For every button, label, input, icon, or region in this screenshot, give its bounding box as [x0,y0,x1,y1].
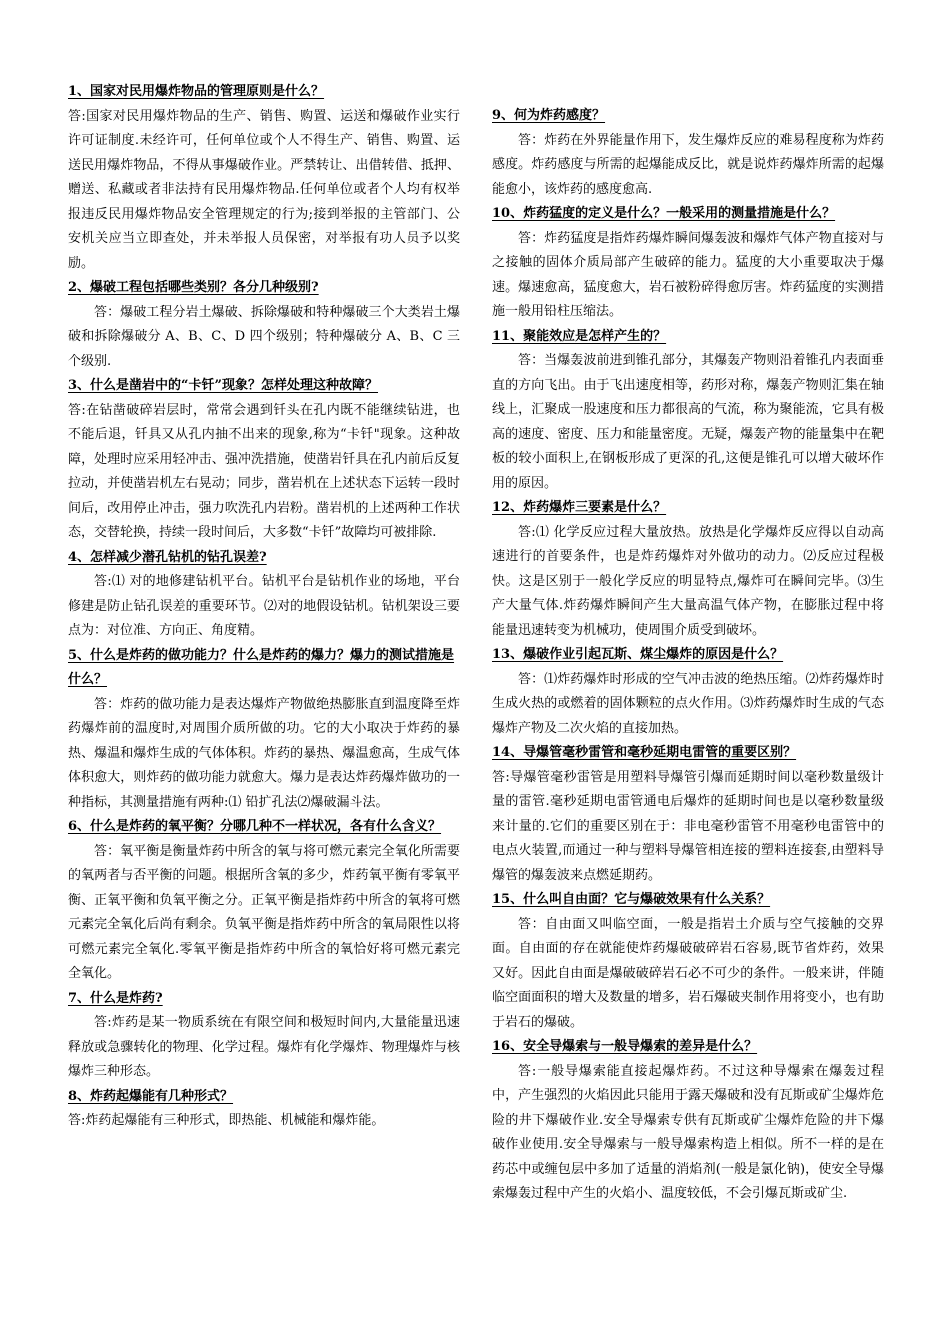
answer-text: 答：爆破工程分岩土爆破、拆除爆破和特种爆破三个大类岩土爆破和拆除爆破分 A、B、C、D 四个级别；特种爆破分 A、B、C 三个级别. [68,304,460,369]
question-heading: 2、爆破工程包括哪些类别？各分几种级别? [68,280,319,295]
qa-item [492,643,884,741]
question-heading: 6、什么是炸药的氧平衡？分哪几种不一样状况，各有什么含义？ [68,819,442,834]
answer-text: 答:炸药起爆能有三种形式，即热能、机械能和爆炸能。 [68,1113,385,1128]
question-heading: 14、导爆管毫秒雷管和毫秒延期电雷管的重要区别？ [492,745,797,760]
answer-text: 答:⑴ 对的地修建钻机平台。钻机平台是钻机作业的场地，平台修建是防止钻孔误差的重要环节。⑵对的地假设钻机。钻机架设三要点为：对位准、方向正、角度精。 [68,574,460,638]
answer-text: 答：炸药的做功能力是表达爆炸产物做绝热膨胀直到温度降至炸药爆炸前的温度时,对周围介质所做的功。它的大小取决于炸药的暴热、爆温和爆炸生成的气体体积。炸药的暴热、爆温愈高，生成气体体积愈大，则炸药的做功能力就愈大。爆力是表达炸药爆炸做功的一种指标，其测量措施有两种:⑴ 铅扩孔法⑵爆破漏斗法。 [68,696,460,810]
qa-item [68,546,460,644]
question-heading: 10、炸药猛度的定义是什么？一般采用的测量措施是什么？ [492,206,836,221]
qa-item [68,815,460,987]
qa-item [68,276,460,374]
answer-text: 答：自由面又叫临空面，一般是指岩土介质与空气接触的交界面。自由面的存在就能使炸药爆破破碎岩石容易,既节省炸药，效果又好。因此自由面是爆破破碎岩石必不可少的条件。一般来讲，伴随临空面面积的增大及数量的增多，岩石爆破夹制作用将变小，也有助于岩石的爆破。 [492,916,884,1030]
question-heading: 7、什么是炸药? [68,990,163,1006]
qa-item [492,202,884,325]
qa-item [68,987,460,1085]
qa-item [492,741,884,888]
qa-item [492,888,884,1035]
answer-text: 答：氧平衡是衡量炸药中所含的氧与将可燃元素完全氧化所需要的氧两者与否平衡的问题。根据所含氧的多少，炸药氧平衡有零氧平衡、正氧平衡和负氧平衡之分。正氧平衡是指炸药中所含的氧将可燃元素完全氧化后尚有剩余。负氧平衡是指炸药中所含的氧局限性以将可燃元素完全氧化.零氧平衡是指炸药中所含的氧恰好将可燃元素完全氧化。 [68,843,460,981]
right-column [492,104,884,1207]
answer-text: 答：炸药在外界能量作用下，发生爆炸反应的难易程度称为炸药感度。炸药感度与所需的起爆能成反比，就是说炸药爆炸所需的起爆能愈小，该炸药的感度愈高. [492,132,884,197]
answer-text: 答：当爆轰波前进到锥孔部分，其爆轰产物则沿着锥孔内表面垂直的方向飞出。由于飞出速度相等，药形对称，爆轰产物则汇集在轴线上，汇聚成一股速度和压力都很高的气流，称为聚能流，它具有极高的速度、密度、压力和能量密度。无疑，爆轰产物的能量集中在靶板的较小面积上,在钢板形成了更深的孔,这便是锥孔可以增大破坏作用的原因。 [492,353,884,491]
qa-item [68,1085,460,1134]
question-heading: 8、炸药起爆能有几种形式？ [68,1088,234,1104]
question-heading: 12、炸药爆炸三要素是什么？ [492,500,667,515]
answer-text: 答:国家对民用爆炸物品的生产、销售、购置、运送和爆破作业实行许可证制度.未经许可，任何单位或个人不得生产、销售、购置、运送民用爆炸物品，不得从事爆破作业。严禁转让、出借转借、抵押、赠送、私藏或者非法持有民用爆炸物品.任何单位或者个人均有权举报违反民用爆炸物品安全管理规定的行为;接到举报的主管部门、公安机关应当立即查处，并未举报人员保密，对举报有功人员予以奖励。 [68,108,460,271]
qa-item [68,374,460,546]
question-heading: 3、什么是凿岩中的“卡钎”现象？怎样处理这种故障？ [68,378,379,393]
qa-item [68,80,460,276]
answer-text: 答:⑴ 化学反应过程大量放热。放热是化学爆炸反应得以自动高速进行的首要条件，也是炸药爆炸对外做功的动力。⑵反应过程极快。这是区别于一般化学反应的明显特点,爆炸可在瞬间完毕。⑶生产大量气体.炸药爆炸瞬间产生大量高温气体产物，在膨胀过程中将能量迅速转变为机械功，使周围介质受到破坏。 [492,524,884,638]
qa-item [68,644,460,816]
qa-item [492,325,884,497]
question-heading: 1、国家对民用爆炸物品的管理原则是什么？ [68,84,325,99]
answer-text: 答:导爆管毫秒雷管是用塑料导爆管引爆而延期时间以毫秒数量级计量的雷管.毫秒延期电雷管通电后爆炸的延期时间也是以毫秒数量级来计量的.它们的重要区别在于：非电毫秒雷管不用毫秒电雷管中的电点火装置,而通过一种与塑料导爆管相连接的塑料连接套,由塑料导爆管的爆轰波来点燃延期药。 [492,769,884,883]
qa-item [492,496,884,643]
question-heading: 5、什么是炸药的做功能力？什么是炸药的爆力？爆力的测试措施是什么？ [68,647,455,687]
answer-text: 答:在钻凿破碎岩层时，常常会遇到钎头在孔内既不能继续钻进，也不能后退，钎具又从孔内抽不出来的现象,称为“卡钎"现象。这种故障，处理时应采用轻冲击、强冲洗措施，使凿岩钎具在孔内前后反复拉动，并使凿岩机左右晃动；同步，凿岩机在上述状态下运转一段时间后，改用停止冲击，强力吹洗孔内岩粉。凿岩机的上述两种工作状态，交替轮换，持续一段时间后，大多数“卡钎”故障均可被排除. [68,402,460,540]
question-heading: 9、何为炸药感度？ [492,108,606,123]
qa-item [492,1035,884,1207]
question-heading: 15、什么叫自由面？它与爆破效果有什么关系？ [492,892,771,907]
answer-text: 答：炸药猛度是指炸药爆炸瞬间爆轰波和爆炸气体产物直接对与之接触的固体介质局部产生破碎的能力。猛度的大小重要取决于爆速。爆速愈高，猛度愈大，岩石被粉碎得愈厉害。炸药猛度的实测措施一般用铅柱压缩法。 [492,230,884,319]
answer-text: 答:一般导爆索能直接起爆炸药。不过这种导爆索在爆轰过程中，产生强烈的火焰因此只能用于露天爆破和没有瓦斯或矿尘爆炸危险的井下爆破作业.安全导爆索专供有瓦斯或矿尘爆炸危险的井下爆破作业使用.安全导爆索与一般导爆索构造上相似。所不一样的是在药芯中或缠包层中多加了适量的消焰剂(一般是氯化钠)，使安全导爆索爆轰过程中产生的火焰小、温度较低，不会引爆瓦斯或矿尘. [492,1063,884,1201]
question-heading: 11、聚能效应是怎样产生的？ [492,328,667,344]
qa-item [492,104,884,202]
question-heading: 16、安全导爆索与一般导爆索的差异是什么？ [492,1039,758,1054]
question-heading: 4、怎样减少潜孔钻机的钻孔误差? [68,549,267,565]
question-heading: 13、爆破作业引起瓦斯、煤尘爆炸的原因是什么？ [492,647,784,662]
left-column [68,80,460,1134]
answer-text: 答:炸药是某一物质系统在有限空间和极短时间内,大量能量迅速释放或急骤转化的物理、化学过程。爆炸有化学爆炸、物理爆炸与核爆炸三种形态。 [68,1015,460,1079]
answer-text: 答：⑴炸药爆炸时形成的空气冲击波的绝热压缩。⑵炸药爆炸时生成火热的或燃着的固体颗粒的点火作用。⑶炸药爆炸时生成的气态爆炸产物及二次火焰的直接加热。 [492,671,884,736]
